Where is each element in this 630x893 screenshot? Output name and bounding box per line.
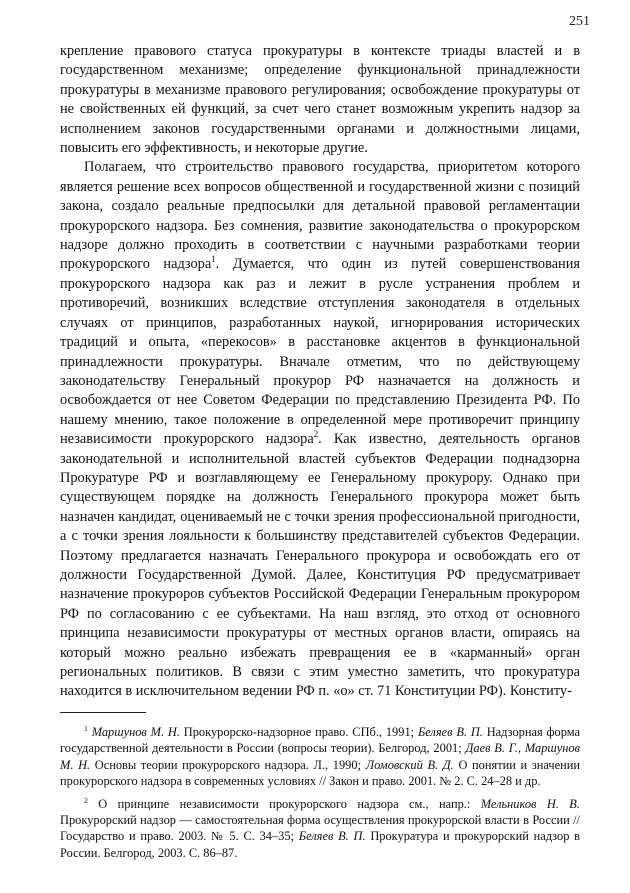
footnote-author: Мельников Н. В. <box>480 796 580 811</box>
footnote-text: О понятии и значении прокурорского надзора в современных условиях // Закон и право. 2001. № 2. С. 24–28 и др. <box>60 757 580 789</box>
paragraph <box>60 42 580 158</box>
footnote-author: Беляев В. П. <box>298 829 366 844</box>
footnotes <box>60 724 580 867</box>
footnote-divider <box>60 712 146 713</box>
footnote-text: О принципе независимости прокурорского надзора см., напр.: <box>98 796 481 811</box>
paragraph-text: . Думается, что один из путей совершенствования прокурорского надзора как раз и лежит в русле устранения проблем и противоречий, возникших вследствие отступления законодателя в отдельных случаях от принципов, разработанных наукой, игнорирования исторических традиций и опыта, «перекосов» в расстановке акцентов в функциональной принадлежности прокуратуры. Вначале отметим, что по действующему законодательству Генеральный прокурор РФ назначается на должность и освобождается от нее Советом Федерации по представлению Президента РФ. По нашему мнению, такое положение в определенной мере противоречит принципу независимости прокурорского надзора <box>60 256 581 448</box>
footnote-2 <box>60 796 580 862</box>
footnote-author: Маршунов М. Н. <box>91 725 180 739</box>
footnote-text: Основы теории прокурорского надзора. Л., 1990; <box>90 757 366 772</box>
footnote-text: Прокурорский надзор — самостоятельная форма осуществления прокурорской власти в России // Государство и право. 2003. № 5. С. 34–35; <box>60 813 580 844</box>
footnote-mark: 2 <box>313 429 319 440</box>
paragraph-text: Полагаем, что строительство правового государства, приоритетом которого является решение всех вопросов общественной и государственной жизни с позиций закона, создало реальные предпосылки для детальной правовой регламентации прокурорского надзора. Без сомнения, развитие законодательства о прокурорском надзоре должно проходить в соответствии с научными разработками теории прокурорского надзора <box>60 159 580 273</box>
footnote-mark: 1 <box>211 254 216 265</box>
footnote-author: Беляев В. П. <box>417 725 483 739</box>
paragraph-text: крепление правового статуса прокуратуры в контексте триады властей и в государственном механизме; определение функциональной принадлежности прокуратуры в механизме правового регулирования; освобождение прокуратуры от не свойственных ей функций, за счет чего станет возможным укрепить надзор за исполнением законов государственными органами и должностными лицами, повысить его эффективность, и некоторые другие. <box>60 43 580 157</box>
main-text <box>60 42 580 702</box>
page-number: 251 <box>569 14 590 29</box>
footnote-1 <box>60 724 580 790</box>
footnote-text: Надзорная форма государственной деятельности в России (вопросы теории). Белгород, 2001; <box>60 725 580 756</box>
footnote-author: Ломовский В. Д. <box>365 757 454 772</box>
footnote-text: Прокуратура и прокурорский надзор в России. Белгород, 2003. С. 86–87. <box>60 829 581 860</box>
paragraph-text: . Как известно, деятельность органов законодательной и исполнительной властей субъектов Федерации поднадзорна Прокуратуре РФ и возглавляющему ее Генеральному прокурору. Однако при существующем порядке на должность Генерального прокурора может быть назначен кандидат, оцениваемый не с точки зрения профессиональной пригодности, а с точки зрения лояльности к большинству представителей субъектов Федерации. Поэтому предлагается назначать Генерального прокурора и освобождать его от должности Государственной Думой. Далее, Конституция РФ предусматривает назначение прокуроров субъектов Российской Федерации Генеральным прокурором РФ по согласованию с ее субъектами. На наш взгляд, это отход от основного принципа независимости прокуратуры от местных органов власти, опираясь на который можно реально избежать превращения ее в «карманный» орган региональных политиков. В связи с этим уместно заметить, что прокуратура находится в исключительном ведении РФ п. «о» ст. 71 Конституции РФ). Конститу- <box>60 431 580 700</box>
footnote-author: Даев В. Г., Маршунов М. Н. <box>60 741 580 772</box>
footnote-text: Прокурорско-надзорное право. СПб., 1991; <box>179 725 418 739</box>
footnote-number: 2 <box>84 795 88 805</box>
paragraph <box>60 158 580 701</box>
footnote-number: 1 <box>84 723 88 733</box>
